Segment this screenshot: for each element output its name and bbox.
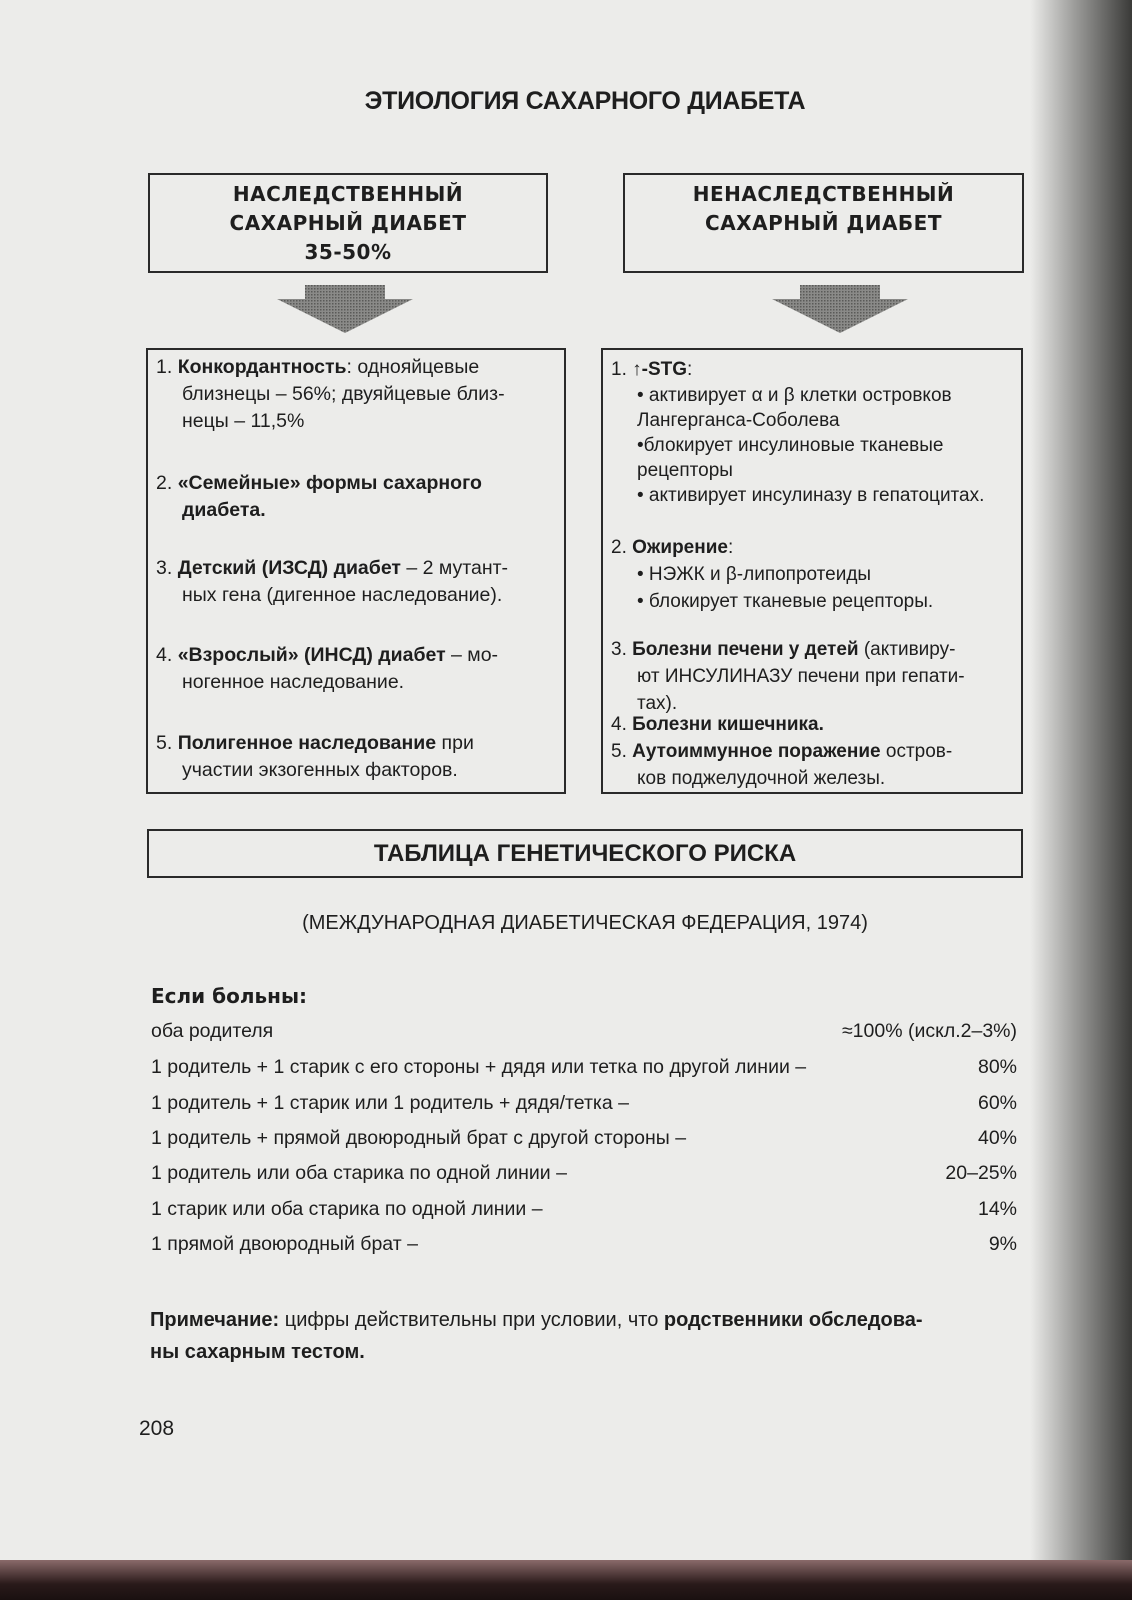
- list-item: 4. «Взрослый» (ИНСД) диабет – мо- ногенное наследование.: [156, 644, 499, 693]
- risk-row: [151, 1020, 1017, 1043]
- genetic-risk-source: (МЕЖДУНАРОДНАЯ ДИАБЕТИЧЕСКАЯ ФЕДЕРАЦИЯ, 1974): [302, 912, 868, 934]
- risk-label: 1 родитель + 1 старик с его стороны + дядя или тетка по другой линии –: [151, 1056, 807, 1078]
- risk-label: 1 старик или оба старика по одной линии –: [151, 1198, 543, 1220]
- page-edge-shadow: [1030, 0, 1132, 1600]
- hereditary-box-percent: 35-50%: [304, 240, 392, 264]
- note-label: Примечание:: [150, 1309, 280, 1331]
- list-item: 4. Болезни кишечника.: [611, 714, 824, 735]
- risk-row: [151, 1233, 1017, 1256]
- if-sick-heading: Если больны:: [151, 984, 308, 1008]
- nonhereditary-diabetes-box: [623, 173, 1024, 273]
- hereditary-diabetes-box: [148, 173, 548, 273]
- note-text: цифры действительны при условии, что: [279, 1309, 664, 1331]
- hereditary-box-line: НАСЛЕДСТВЕННЫЙ: [232, 182, 464, 206]
- risk-label: 1 родитель + прямой двоюродный брат с другой стороны –: [151, 1127, 687, 1149]
- risk-row: [151, 1198, 1017, 1221]
- risk-label: 1 прямой двоюродный брат –: [151, 1233, 418, 1255]
- risk-row: [151, 1127, 1017, 1150]
- list-item: 1. Конкордантность: однояйцевые близнецы – 56%; двуяйцевые близ- нецы – 11,5%: [156, 356, 505, 432]
- risk-value: 60%: [977, 1092, 1017, 1114]
- list-item: 5. Аутоиммунное поражение остров- ков поджелудочной железы.: [611, 741, 953, 789]
- risk-row: [151, 1162, 1017, 1185]
- risk-value: 40%: [977, 1127, 1017, 1149]
- page-bottom-shadow: [0, 1560, 1132, 1600]
- list-item: 2. «Семейные» формы сахарного диабета.: [156, 472, 482, 521]
- list-item: 2. Ожирение: • НЭЖК и β-липопротеиды • блокирует тканевые рецепторы.: [611, 537, 934, 612]
- list-item: 1. ↑-STG: • активирует α и β клетки островков Лангерганса-Соболева •блокирует инсулиновые тканевые рецепторы • активирует инсулиназу в гепатоцитах.: [611, 359, 985, 506]
- hereditary-factors-list: [146, 348, 566, 794]
- risk-row: [151, 1092, 1017, 1115]
- risk-label: 1 родитель + 1 старик или 1 родитель + дядя/тетка –: [151, 1092, 629, 1114]
- genetic-risk-table-title: ТАБЛИЦА ГЕНЕТИЧЕСКОГО РИСКА: [147, 829, 1023, 878]
- risk-value: 9%: [988, 1233, 1017, 1255]
- note-bold-tail: родственники обследова- ны сахарным тестом.: [150, 1309, 923, 1363]
- note: [150, 1304, 1020, 1368]
- list-item: 5. Полигенное наследование при участии экзогенных факторов.: [156, 732, 474, 781]
- list-item: 3. Детский (ИЗСД) диабет – 2 мутант- ных гена (дигенное наследование).: [156, 557, 509, 606]
- list-item: 3. Болезни печени у детей (активиру- ют ИНСУЛИНАЗУ печени при гепати- тах).: [611, 639, 965, 714]
- risk-value: 80%: [977, 1056, 1017, 1078]
- risk-value: 20–25%: [945, 1162, 1017, 1184]
- page-title: ЭТИОЛОГИЯ САХАРНОГО ДИАБЕТА: [364, 87, 806, 115]
- risk-row: [151, 1056, 1017, 1079]
- risk-value: 14%: [977, 1198, 1017, 1220]
- nonhereditary-box-line: САХАРНЫЙ ДИАБЕТ: [705, 211, 942, 235]
- risk-label: 1 родитель или оба старика по одной линии –: [151, 1162, 567, 1184]
- risk-value: ≈100% (искл.2–3%): [841, 1020, 1017, 1042]
- hereditary-box-line: САХАРНЫЙ ДИАБЕТ: [229, 211, 467, 235]
- risk-label: оба родителя: [151, 1020, 274, 1042]
- page-number: 208: [139, 1417, 175, 1440]
- nonhereditary-box-line: НЕНАСЛЕДСТВЕННЫЙ: [692, 182, 955, 206]
- nonhereditary-factors-list: [601, 348, 1023, 794]
- down-arrow-icon: [275, 285, 415, 335]
- down-arrow-icon: [770, 285, 910, 335]
